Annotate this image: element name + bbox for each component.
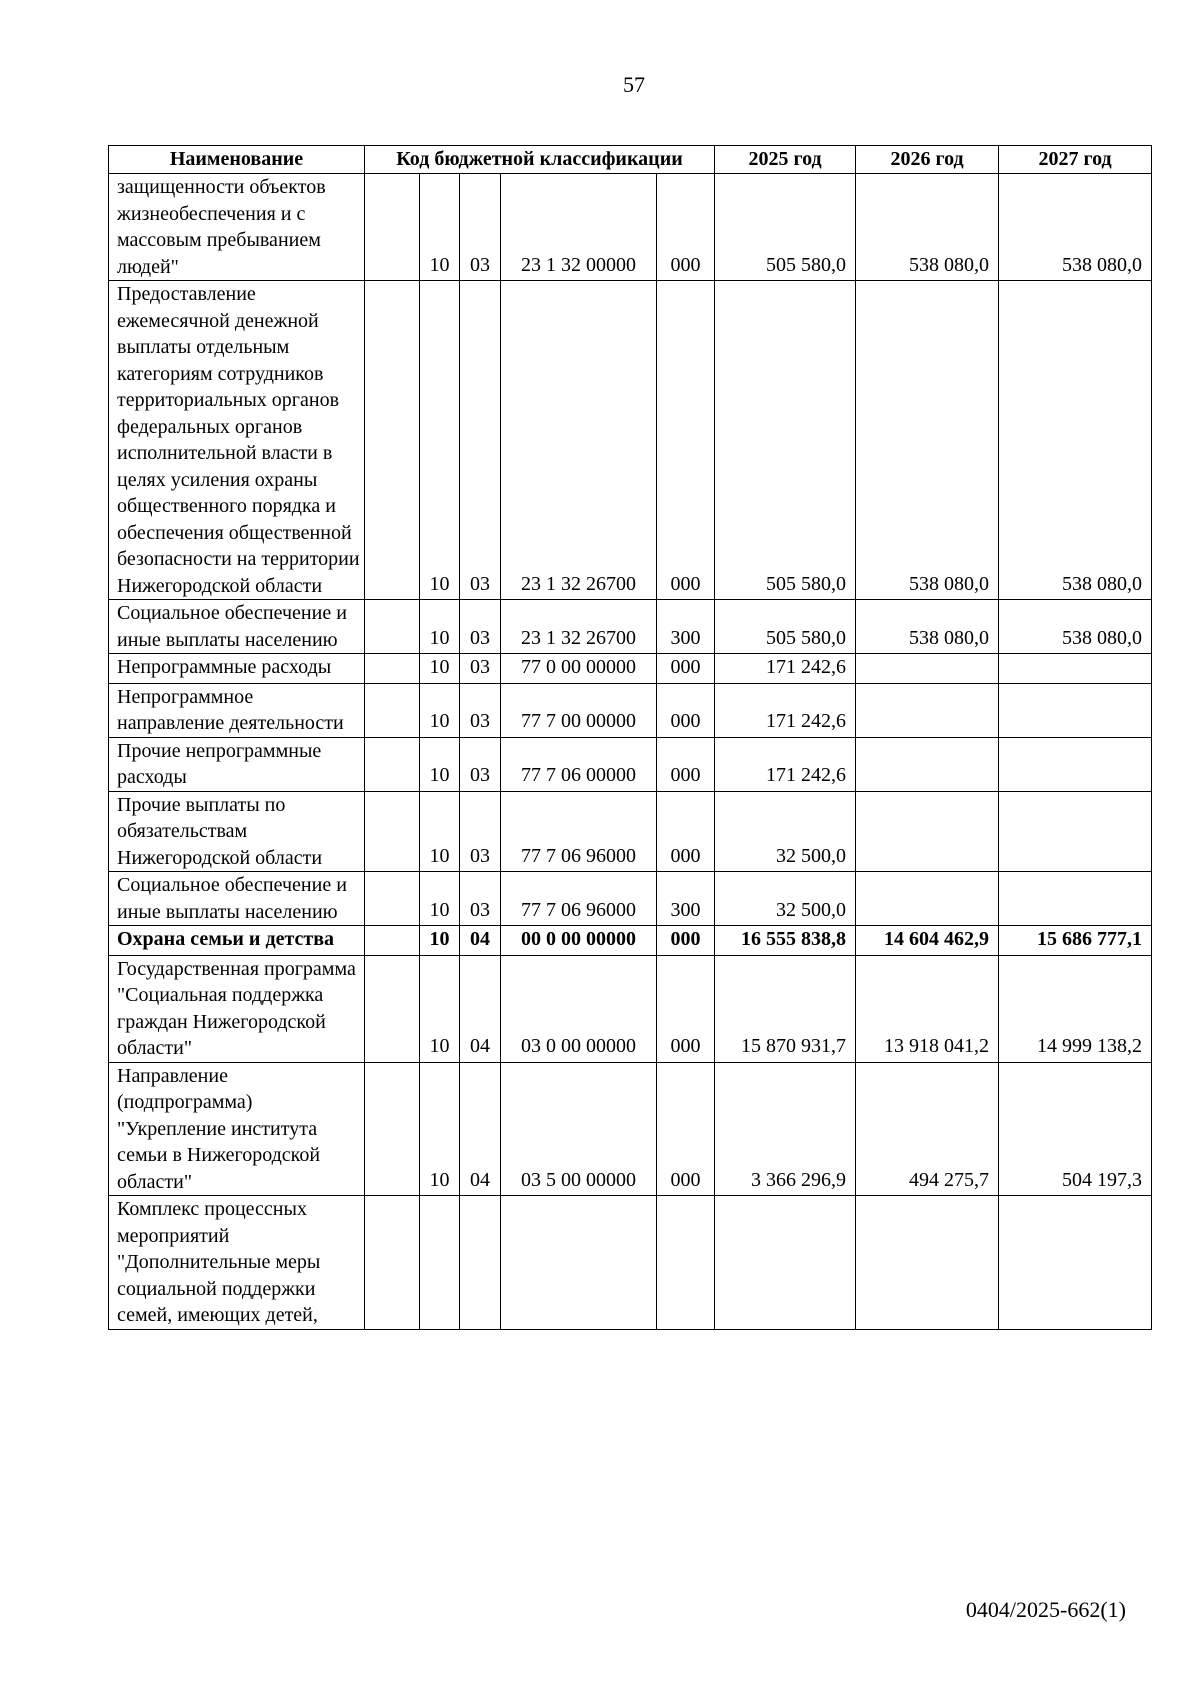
header-2027: 2027 год — [999, 146, 1152, 174]
cell-expense-type: 000 — [657, 791, 715, 872]
page-number: 57 — [623, 72, 645, 97]
cell-code-blank — [365, 955, 420, 1062]
cell-name: Охрана семьи и детства — [109, 926, 365, 956]
cell-subsection: 03 — [460, 174, 501, 281]
cell-2027: 15 686 777,1 — [999, 926, 1152, 956]
header-2026: 2026 год — [856, 146, 999, 174]
cell-2026 — [856, 737, 999, 791]
cell-code-blank — [365, 281, 420, 600]
cell-target-article: 77 0 00 00000 — [501, 654, 657, 684]
cell-expense-type: 300 — [657, 600, 715, 654]
cell-2026: 538 080,0 — [856, 600, 999, 654]
table-row — [109, 872, 1152, 926]
cell-name: Прочие выплаты по обязательствам Нижегородской области — [109, 791, 365, 872]
cell-expense-type: 000 — [657, 1062, 715, 1196]
cell-2025: 171 242,6 — [715, 654, 856, 684]
cell-2025: 32 500,0 — [715, 872, 856, 926]
cell-code-blank — [365, 174, 420, 281]
cell-expense-type: 000 — [657, 737, 715, 791]
cell-section: 10 — [420, 600, 460, 654]
cell-name: Прочие непрограммные расходы — [109, 737, 365, 791]
table-row — [109, 600, 1152, 654]
table-row — [109, 955, 1152, 1062]
cell-subsection: 04 — [460, 926, 501, 956]
cell-2025: 171 242,6 — [715, 683, 856, 737]
cell-subsection: 04 — [460, 955, 501, 1062]
cell-target-article: 03 5 00 00000 — [501, 1062, 657, 1196]
cell-expense-type: 000 — [657, 281, 715, 600]
cell-expense-type — [657, 1196, 715, 1330]
cell-2026: 538 080,0 — [856, 281, 999, 600]
cell-2025: 16 555 838,8 — [715, 926, 856, 956]
cell-subsection: 03 — [460, 600, 501, 654]
cell-name: защищенности объектов жизнеобеспечения и с массовым пребыванием людей" — [109, 174, 365, 281]
table-row — [109, 654, 1152, 684]
cell-target-article: 03 0 00 00000 — [501, 955, 657, 1062]
cell-code-blank — [365, 737, 420, 791]
cell-2026: 494 275,7 — [856, 1062, 999, 1196]
cell-subsection: 04 — [460, 1062, 501, 1196]
cell-subsection — [460, 1196, 501, 1330]
table-row — [109, 281, 1152, 600]
cell-2027 — [999, 1196, 1152, 1330]
cell-name: Предоставление ежемесячной денежной выплаты отдельным категориям сотрудников территориальных органов федеральных органов исполнительной власти в целях усиления охраны общественного порядка и обеспечения общественной безопасности на территории Нижегородской области — [109, 281, 365, 600]
cell-2025: 505 580,0 — [715, 174, 856, 281]
table-row — [109, 1062, 1152, 1196]
cell-subsection: 03 — [460, 654, 501, 684]
cell-2025: 171 242,6 — [715, 737, 856, 791]
cell-2027 — [999, 654, 1152, 684]
cell-2027 — [999, 737, 1152, 791]
cell-target-article: 23 1 32 00000 — [501, 174, 657, 281]
cell-2025: 32 500,0 — [715, 791, 856, 872]
cell-2027: 538 080,0 — [999, 281, 1152, 600]
cell-2025: 505 580,0 — [715, 281, 856, 600]
cell-2026: 14 604 462,9 — [856, 926, 999, 956]
cell-code-blank — [365, 683, 420, 737]
cell-2027: 538 080,0 — [999, 600, 1152, 654]
header-code: Код бюджетной классификации — [365, 146, 715, 174]
cell-target-article: 77 7 06 00000 — [501, 737, 657, 791]
cell-2027: 14 999 138,2 — [999, 955, 1152, 1062]
cell-target-article: 77 7 06 96000 — [501, 872, 657, 926]
cell-expense-type: 000 — [657, 955, 715, 1062]
budget-table — [108, 145, 1152, 1330]
cell-expense-type: 000 — [657, 683, 715, 737]
cell-2027: 504 197,3 — [999, 1062, 1152, 1196]
cell-target-article: 23 1 32 26700 — [501, 600, 657, 654]
cell-subsection: 03 — [460, 281, 501, 600]
cell-2026: 13 918 041,2 — [856, 955, 999, 1062]
cell-subsection: 03 — [460, 791, 501, 872]
cell-section: 10 — [420, 281, 460, 600]
table-row — [109, 683, 1152, 737]
cell-section: 10 — [420, 926, 460, 956]
cell-section: 10 — [420, 872, 460, 926]
cell-2027 — [999, 791, 1152, 872]
cell-expense-type: 000 — [657, 926, 715, 956]
cell-code-blank — [365, 1062, 420, 1196]
cell-2026 — [856, 654, 999, 684]
cell-subsection: 03 — [460, 683, 501, 737]
table-row — [109, 926, 1152, 956]
cell-2026 — [856, 683, 999, 737]
table-body — [109, 174, 1152, 1330]
table-row — [109, 737, 1152, 791]
cell-code-blank — [365, 926, 420, 956]
cell-name: Направление (подпрограмма) "Укрепление института семьи в Нижегородской области" — [109, 1062, 365, 1196]
cell-expense-type: 000 — [657, 174, 715, 281]
header-name: Наименование — [109, 146, 365, 174]
cell-section: 10 — [420, 737, 460, 791]
cell-code-blank — [365, 1196, 420, 1330]
cell-target-article: 00 0 00 00000 — [501, 926, 657, 956]
cell-section: 10 — [420, 654, 460, 684]
cell-target-article: 77 7 00 00000 — [501, 683, 657, 737]
table-row — [109, 1196, 1152, 1330]
document-code: 0404/2025-662(1) — [965, 1597, 1126, 1622]
cell-expense-type: 300 — [657, 872, 715, 926]
cell-section: 10 — [420, 683, 460, 737]
cell-section: 10 — [420, 955, 460, 1062]
cell-2026 — [856, 872, 999, 926]
cell-target-article: 23 1 32 26700 — [501, 281, 657, 600]
table-row — [109, 791, 1152, 872]
table-row — [109, 174, 1152, 281]
cell-name: Социальное обеспечение и иные выплаты населению — [109, 600, 365, 654]
cell-target-article: 77 7 06 96000 — [501, 791, 657, 872]
cell-section — [420, 1196, 460, 1330]
cell-2027 — [999, 872, 1152, 926]
cell-name: Комплекс процессных мероприятий "Дополнительные меры социальной поддержки семей, имеющих детей, — [109, 1196, 365, 1330]
cell-code-blank — [365, 654, 420, 684]
cell-2027 — [999, 683, 1152, 737]
cell-2026 — [856, 791, 999, 872]
cell-section: 10 — [420, 1062, 460, 1196]
table-header-row — [109, 146, 1152, 174]
cell-name: Непрограммное направление деятельности — [109, 683, 365, 737]
cell-subsection: 03 — [460, 872, 501, 926]
cell-expense-type: 000 — [657, 654, 715, 684]
cell-2025: 505 580,0 — [715, 600, 856, 654]
cell-2026: 538 080,0 — [856, 174, 999, 281]
cell-2026 — [856, 1196, 999, 1330]
cell-target-article — [501, 1196, 657, 1330]
cell-section: 10 — [420, 174, 460, 281]
cell-2025: 3 366 296,9 — [715, 1062, 856, 1196]
cell-code-blank — [365, 872, 420, 926]
cell-subsection: 03 — [460, 737, 501, 791]
cell-code-blank — [365, 791, 420, 872]
cell-name: Социальное обеспечение и иные выплаты населению — [109, 872, 365, 926]
header-2025: 2025 год — [715, 146, 856, 174]
cell-code-blank — [365, 600, 420, 654]
cell-name: Государственная программа "Социальная поддержка граждан Нижегородской области" — [109, 955, 365, 1062]
cell-section: 10 — [420, 791, 460, 872]
cell-2027: 538 080,0 — [999, 174, 1152, 281]
cell-name: Непрограммные расходы — [109, 654, 365, 684]
cell-2025: 15 870 931,7 — [715, 955, 856, 1062]
cell-2025 — [715, 1196, 856, 1330]
